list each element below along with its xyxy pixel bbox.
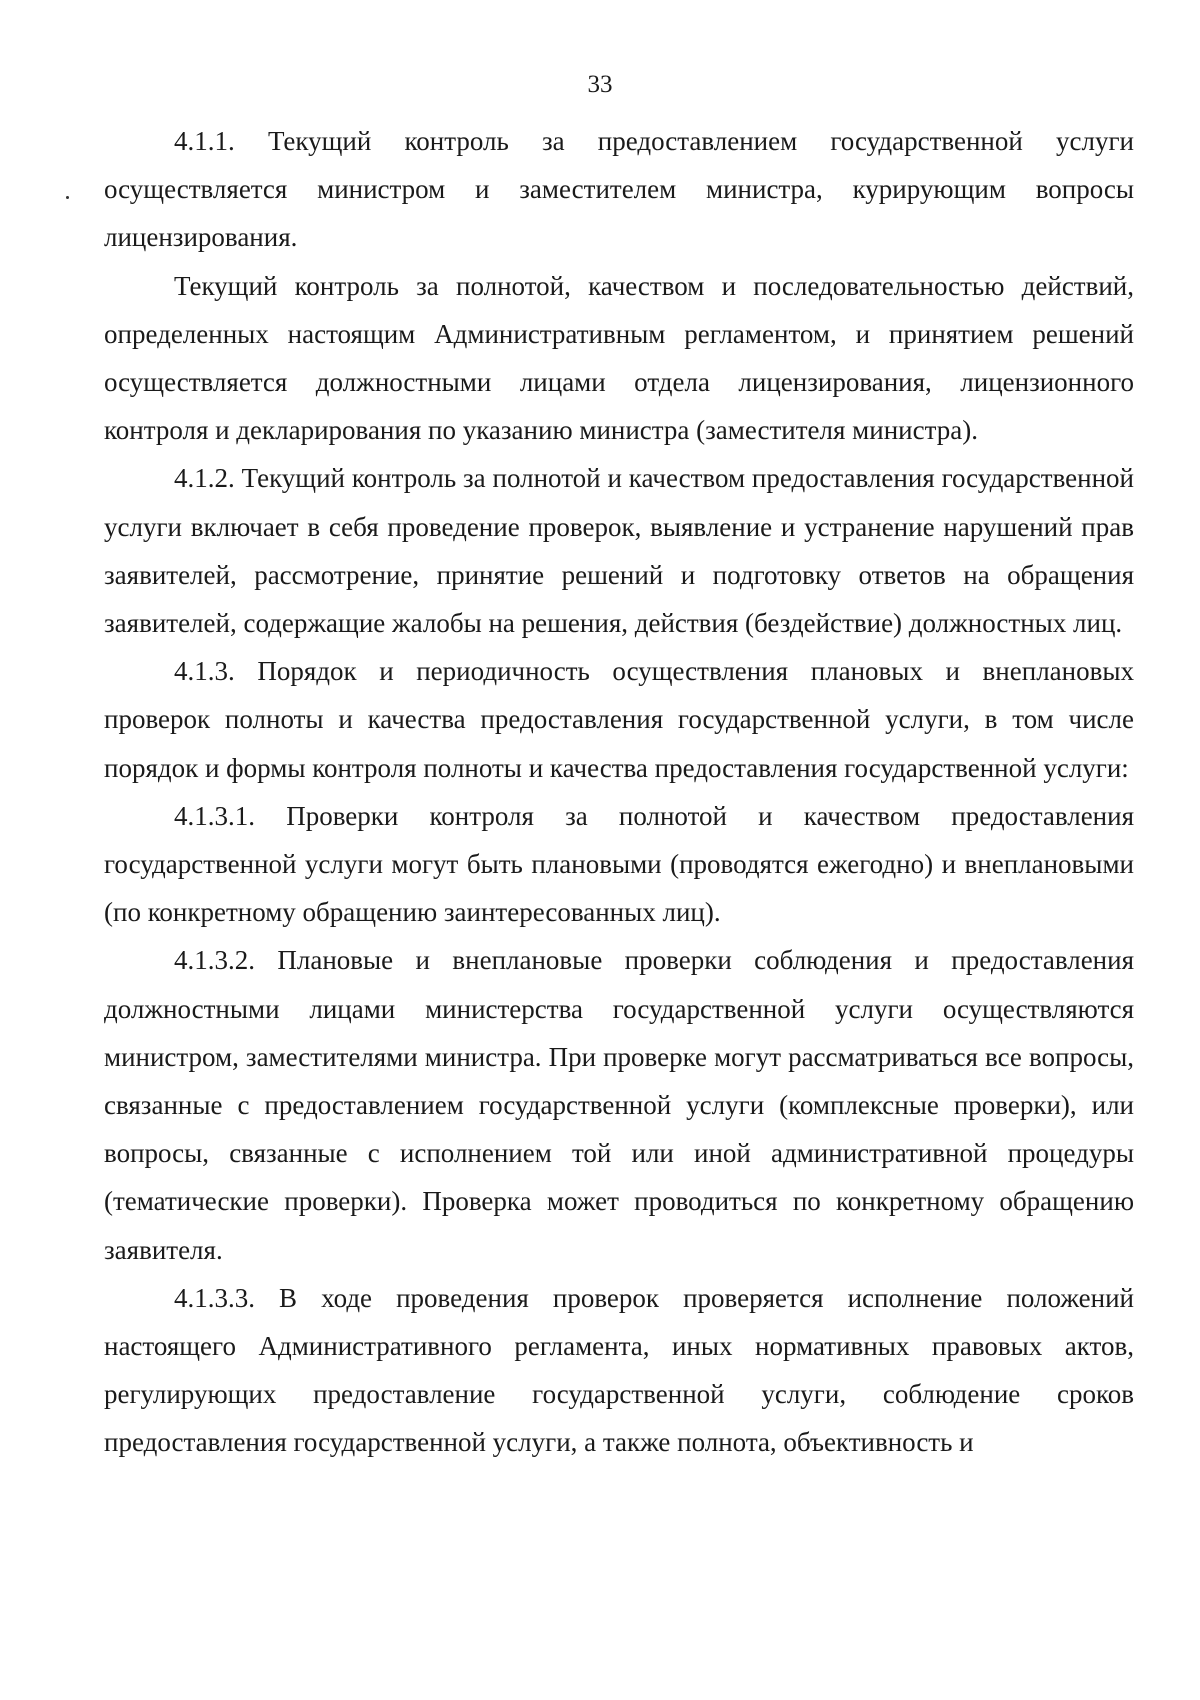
paragraph-4-1-3: 4.1.3. Порядок и периодичность осуществления плановых и внеплановых проверок полноты и качества предоставления государственной услуги, в том числе порядок и формы контроля полноты и качества предоставления государственной услуги: <box>104 656 1134 783</box>
document-body <box>104 117 1134 1467</box>
paragraph-4-1-2: 4.1.2. Текущий контроль за полнотой и качеством предоставления государственной услуги включает в себя проведение проверок, выявление и устранение нарушений прав заявителей, рассмотрение, принятие решений и подготовку ответов на обращения заявителей, содержащие жалобы на решения, действия (бездействие) должностных лиц. <box>104 463 1134 639</box>
paragraph-4-1-3-2: 4.1.3.2. Плановые и внеплановые проверки соблюдения и предоставления должностными лицами министерства государственной услуги осуществляются министром, заместителями министра. При проверке могут рассматриваться все вопросы, связанные с предоставлением государственной услуги (комплексные проверки), или вопросы, связанные с исполнением той или иной административной процедуры (тематические проверки). Проверка может проводиться по конкретному обращению заявителя. <box>104 945 1134 1265</box>
paragraph-current-control: Текущий контроль за полнотой, качеством и последовательностью действий, определенных настоящим Административным регламентом, и принятием решений осуществляется должностными лицами отдела лицензирования, лицензионного контроля и декларирования по указанию министра (заместителя министра). <box>104 270 1134 446</box>
paragraph-4-1-1: 4.1.1. Текущий контроль за предоставлением государственной услуги осуществляется министром и заместителем министра, курирующим вопросы лицензирования. <box>104 126 1134 253</box>
scan-mark <box>66 196 69 199</box>
paragraph-4-1-3-1: 4.1.3.1. Проверки контроля за полнотой и качеством предоставления государственной услуги могут быть плановыми (проводятся ежегодно) и внеплановыми (по конкретному обращению заинтересованных лиц). <box>104 800 1134 928</box>
paragraph-4-1-3-3: 4.1.3.3. В ходе проведения проверок проверяется исполнение положений настоящего Административного регламента, иных нормативных правовых актов, регулирующих предоставление государственной услуги, соблюдение сроков предоставления государственной услуги, а также полнота, объективность и <box>104 1282 1134 1458</box>
page-number: 33 <box>587 71 613 98</box>
